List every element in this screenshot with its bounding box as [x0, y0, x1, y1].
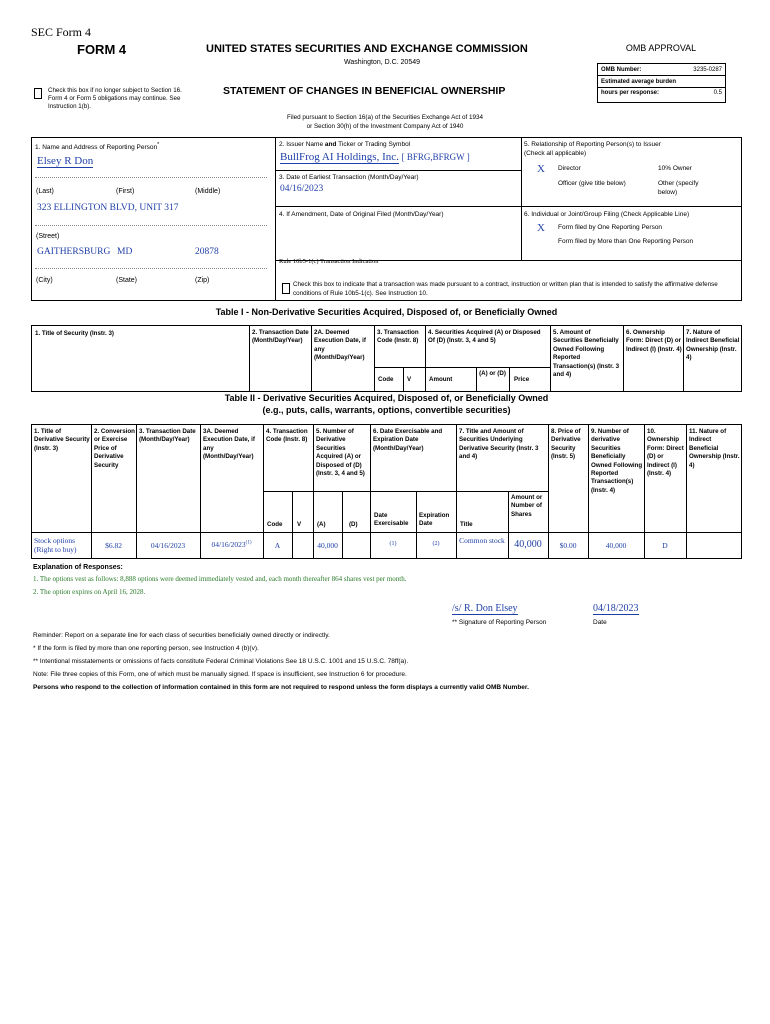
filed-pursuant-2: or Section 30(h) of the Investment Company Act of 1940 — [306, 123, 464, 130]
box2-label-post: Ticker or Trading Symbol — [336, 141, 411, 148]
t2-col-exercisable: 6. Date Exercisable and Expiration Date (Month/Day/Year) — [373, 428, 443, 452]
t2-row-form: D — [662, 541, 668, 550]
one-person-mark[interactable]: X — [537, 222, 545, 234]
t1-col-amount-owned: 5. Amount of Securities Beneficially Owned Following Reported Transaction(s) (Instr. 3 and 4) — [553, 329, 620, 379]
commission-location: Washington, D.C. 20549 — [344, 59, 421, 66]
rule-10b5-checkbox[interactable] — [282, 283, 290, 294]
t2-sub-title: Title — [460, 521, 473, 528]
footnote-2: 2. The option expires on April 16, 2028. — [33, 588, 146, 596]
statement-title: STATEMENT OF CHANGES IN BENEFICIAL OWNERSHIP — [223, 85, 506, 97]
box5-label-1: 5. Relationship of Reporting Person(s) to Issuer — [524, 141, 661, 148]
ten-percent-owner-label: 10% Owner — [658, 165, 692, 172]
filed-pursuant-1: Filed pursuant to Section 16(a) of the Securities Exchange Act of 1934 — [286, 114, 484, 121]
t2-sub-amount-shares: Amount or Number of Shares — [511, 494, 543, 518]
t1-col-title: 1. Title of Security (Instr. 3) — [35, 330, 114, 337]
one-person-label: Form filed by One Reporting Person — [558, 224, 663, 231]
box4-label: 4. If Amendment, Date of Original Filed (Month/Day/Year) — [279, 211, 444, 218]
more-persons-label: Form filed by More than One Reporting Person — [558, 238, 694, 245]
t2-col-ownership: 10. Ownership Form: Direct (D) or Indirect (I) (Instr. 4) — [647, 428, 684, 478]
t2-col-conversion: 2. Conversion or Exercise Price of Derivative Security — [94, 428, 135, 469]
issuer-name[interactable]: BullFrog AI Holdings, Inc. — [280, 151, 399, 163]
box1-label — [35, 142, 159, 151]
street-value: 323 ELLINGTON BLVD, UNIT 317 — [37, 203, 179, 213]
sec-form-label: SEC Form 4 — [31, 25, 92, 39]
officer-label: Officer (give title below) — [558, 180, 626, 187]
signature-label: ** Signature of Reporting Person — [452, 619, 547, 626]
t2-sub-a: (A) — [317, 521, 326, 528]
t2-col-number: 5. Number of Derivative Securities Acquired (A) or Disposed of (D) (Instr. 3, 4 and 5) — [316, 428, 365, 478]
t2-col-code: 4. Transaction Code (Instr. 8) — [266, 428, 308, 444]
footer-omb-notice: Persons who respond to the collection of information contained in this form are not required to respond unless the form displays a currently valid OMB Number. — [33, 684, 529, 691]
footnote-1: 1. The options vest as follows: 8,888 options were deemed immediately vested and, each month thereafter 864 shares vest per month. — [33, 575, 407, 583]
t2-sub-exp: Expiration Date — [419, 512, 450, 528]
t2-row-exp[interactable]: (2) — [432, 541, 440, 547]
t2-row-deemed — [200, 540, 263, 549]
first-label: (First) — [116, 188, 135, 195]
commission-title: UNITED STATES SECURITIES AND EXCHANGE COMMISSION — [206, 43, 528, 55]
t2-sub-code: Code — [267, 521, 283, 528]
box3-label: 3. Date of Earliest Transaction (Month/Day/Year) — [279, 174, 419, 181]
issuer-line — [280, 151, 470, 163]
footer-violations: ** Intentional misstatements or omissions of facts constitute Federal Criminal Violations See 18 U.S.C. 1001 and 15 U.S.C. 78ff(a). — [33, 658, 409, 665]
burden-value: 0.5 — [713, 90, 722, 96]
t1-col-code: 3. Transaction Code (Instr. 8) — [377, 329, 419, 345]
state-value: MD — [117, 247, 133, 257]
signature-value: /s/ R. Don Elsey — [452, 603, 518, 614]
t2-row-price: $0.00 — [559, 541, 577, 550]
omb-title: OMB APPROVAL — [625, 43, 697, 53]
form-title: FORM 4 — [77, 42, 127, 57]
ticker-symbol: [ BFRG,BFRGW ] — [401, 152, 470, 162]
box2-label — [279, 141, 410, 148]
footer-note: Note: File three copies of this Form, one of which must be manually signed. If space is insufficient, see Instruction 6 for procedure. — [33, 671, 407, 678]
t2-row-title: Common stock — [459, 536, 505, 545]
signature-date-label: Date — [593, 619, 607, 626]
t1-col-ownership: 6. Ownership Form: Direct (D) or Indirect (I) (Instr. 4) — [626, 329, 682, 353]
t2-row-security: Stock options (Right to buy) — [34, 536, 77, 554]
director-label: Director — [558, 165, 581, 172]
middle-label: (Middle) — [195, 188, 221, 195]
signature-date: 04/18/2023 — [593, 603, 639, 614]
reporting-person-name[interactable]: Elsey R Don — [37, 155, 94, 167]
t1-sub-aord: (A) or (D) — [479, 370, 506, 377]
t1-sub-amount: Amount — [429, 376, 453, 383]
footer-reminder: Reminder: Report on a separate line for each class of securities beneficially owned directly or indirectly. — [33, 632, 330, 639]
state-label: (State) — [116, 277, 138, 284]
t2-row-deemed-fn[interactable]: (1) — [245, 540, 252, 546]
t2-row-deemed-date: 04/16/2023 — [211, 540, 246, 549]
box2-label-pre: 2. Issuer Name — [279, 141, 325, 148]
omb-number-label: OMB Number: — [601, 67, 642, 73]
t1-sub-v: V — [407, 376, 412, 383]
omb-box — [597, 63, 726, 103]
t1-col-deemed: 2A. Deemed Execution Date, if any (Month/Day/Year) — [314, 329, 366, 362]
t2-sub-d: (D) — [349, 521, 358, 528]
omb-number-value: 3235-0287 — [693, 67, 722, 73]
t1-col-nature: 7. Nature of Indirect Beneficial Ownership (Instr. 4) — [686, 329, 740, 362]
t2-row-owned: 40,000 — [605, 541, 627, 550]
t1-sub-code: Code — [378, 376, 394, 383]
t2-row-amount: 40,000 — [514, 539, 542, 550]
box6-label: 6. Individual or Joint/Group Filing (Check Applicable Line) — [524, 211, 690, 218]
t2-col-owned: 9. Number of derivative Securities Beneficially Owned Following Reported Transaction(s) (Instr. 4) — [591, 428, 643, 494]
zip-value: 20878 — [195, 247, 219, 257]
t2-col-underlying: 7. Title and Amount of Securities Underlying Derivative Security (Instr. 3 and 4) — [459, 428, 539, 461]
box5-label-2: (Check all applicable) — [524, 150, 587, 157]
director-mark[interactable]: X — [537, 163, 545, 175]
table2-title-1: Table II - Derivative Securities Acquired, Disposed of, or Beneficially Owned — [224, 393, 549, 403]
zip-label: (Zip) — [195, 277, 210, 284]
t2-col-price: 8. Price of Derivative Security (Instr. 5) — [551, 428, 581, 461]
t2-row-conv-price: $6.82 — [105, 541, 122, 550]
burden-label-1: Estimated average burden — [601, 79, 677, 85]
t2-row-date-ex[interactable]: (1) — [389, 541, 397, 547]
rule-title: Rule 10b5-1(c) Transaction Indication — [279, 258, 379, 265]
t2-col-deemed: 3A. Deemed Execution Date, if any (Month/Day/Year) — [203, 428, 255, 461]
t2-col-nature: 11. Nature of Indirect Beneficial Ownership (Instr. 4) — [689, 428, 740, 469]
city-value: GAITHERSBURG — [37, 247, 111, 257]
box1-star: * — [157, 142, 160, 148]
box1-label-text: 1. Name and Address of Reporting Person — [35, 144, 158, 152]
earliest-transaction-date: 04/16/2023 — [280, 184, 324, 194]
table1-title: Table I - Non-Derivative Securities Acquired, Disposed of, or Beneficially Owned — [215, 307, 558, 317]
checkbox-note: Check this box if no longer subject to Section 16. Form 4 or Form 5 obligations may continue. See Instruction 1(b). — [48, 87, 182, 110]
explanation-label: Explanation of Responses: — [33, 564, 123, 571]
t1-col-date: 2. Transaction Date (Month/Day/Year) — [252, 329, 309, 345]
t1-col-securities: 4. Securities Acquired (A) or Disposed Of (D) (Instr. 3, 4 and 5) — [428, 329, 541, 345]
no-longer-subject-checkbox[interactable] — [34, 88, 42, 99]
t2-row-tx-date: 04/16/2023 — [150, 541, 186, 550]
box2-label-and: and — [324, 141, 337, 148]
t1-sub-price: Price — [514, 376, 530, 383]
t2-row-a-amount: 40,000 — [317, 541, 338, 550]
t2-col-date: 3. Transaction Date (Month/Day/Year) — [139, 428, 196, 444]
burden-label-2: hours per response: — [601, 90, 660, 96]
t2-sub-v: V — [297, 521, 302, 528]
rule-text: Check this box to indicate that a transaction was made pursuant to a contract, instruction or written plan that is intended to satisfy the affirmative defense conditions of Rule 10b5-1(c). See Instruction 10. — [293, 281, 718, 297]
street-label: (Street) — [36, 233, 60, 240]
other-label: Other (specify below) — [658, 180, 699, 196]
t2-row-code: A — [274, 541, 281, 550]
city-label: (City) — [36, 277, 53, 284]
last-label: (Last) — [36, 188, 54, 195]
t2-col-title: 1. Title of Derivative Security (Instr. 3) — [34, 428, 90, 452]
t2-sub-date-ex: Date Exercisable — [374, 512, 409, 528]
footer-instruction: * If the form is filed by more than one reporting person, see Instruction 4 (b)(v). — [33, 645, 259, 652]
table2-title-2: (e.g., puts, calls, warrants, options, convertible securities) — [262, 405, 511, 415]
